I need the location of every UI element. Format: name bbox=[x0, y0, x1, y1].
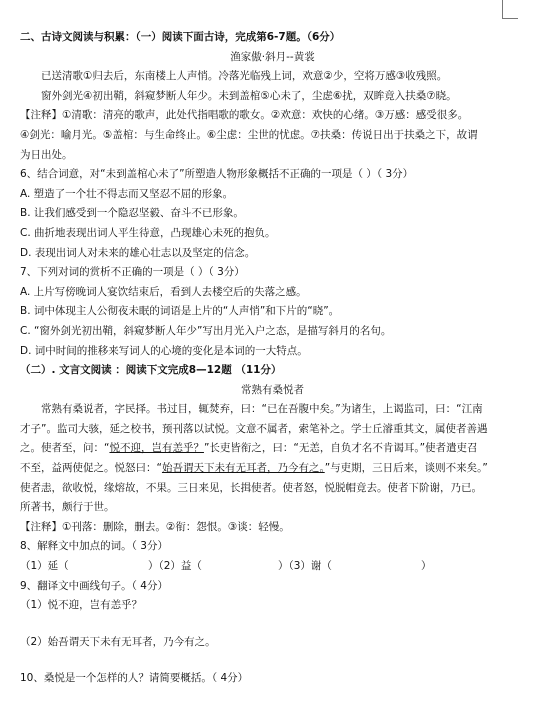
q7-option-d: D. 词中时间的推移来写词人的心境的变化是本词的一大特点。 bbox=[20, 344, 308, 357]
passage-title: 常熟有桑悦者 bbox=[241, 383, 304, 396]
underlined-sentence-2: 始吾谓天下未有无耳者，乃今有之。 bbox=[161, 462, 325, 475]
exam-page bbox=[20, 28, 525, 689]
poem-note-1: 【注释】①清歌：清亮的歌声，此处代指唱歌的歌女。②欢意：欢快的心绪。③万感：感受很多。 bbox=[20, 109, 469, 122]
question-10: 10、桑悦是一个怎样的人？请简要概括。（ 4分） bbox=[20, 672, 249, 685]
passage-line-1: 常熟有桑说者，字民择。书过目，辄焚弃，曰：“已在吾腹中矣。”为诸生，上谒监司，曰：“江南 bbox=[41, 403, 483, 416]
passage-line-4 bbox=[20, 459, 525, 479]
passage-text: ”长吏皆衔之，曰：“无恙，自负才名不肯谒耳。”使者遣吏召 bbox=[203, 442, 478, 455]
passage-line-5: 使者恚，欲收悦，缘熔故，不果。三日来见，长揖使者。使者怒，悦脱帽竟去。使者下阶谢，乃已。 bbox=[20, 481, 482, 494]
q7-option-a: A. 上片写傍晚词人宴饮结束后，看到人去楼空后的失落之感。 bbox=[20, 285, 307, 298]
q8-item-3: ）（3）谢（ bbox=[278, 560, 332, 573]
q6-option-a: A. 塑造了一个壮不得志而又坚忍不屈的形象。 bbox=[20, 187, 234, 200]
question-6: 6、结合词意，对“未到盖棺心未了”所塑造人物形象概括不正确的一项是（ ）（ 3分） bbox=[20, 168, 414, 181]
passage-text: ”与吏期，三日后来，谈则不来矣。” bbox=[324, 462, 488, 475]
q6-option-c: C. 曲折地表现出词人平生待意，凸现雄心未死的抱负。 bbox=[20, 226, 276, 239]
passage-line-6: 所著书，颇行于世。 bbox=[20, 501, 115, 514]
q6-option-d: D. 表现出词人对未来的雄心壮志以及坚定的信念。 bbox=[20, 246, 256, 259]
passage-note: 【注释】①刊落：删除，删去。②衔：怨恨。③谈：轻慢。 bbox=[20, 520, 290, 533]
q8-item-end: ） bbox=[421, 560, 432, 573]
q8-item-2: ）（2）益（ bbox=[148, 560, 202, 573]
poem-line-1: 已送清歌①归去后，东南楼上人声悄。冷落光临残上词，欢意②少，空将万感③收残照。 bbox=[41, 70, 448, 83]
underlined-sentence-1: 悦不迎，岂有恙乎？ bbox=[109, 442, 204, 455]
question-9: 9、翻译文中画线句子。（ 4分） bbox=[20, 579, 168, 592]
poem-note-3: 为日出处。 bbox=[20, 148, 73, 161]
poem-title: 渔家傲·斜月--黄裳 bbox=[230, 50, 315, 63]
passage-text: 不至，益两使促之。悦怒曰：“ bbox=[20, 462, 162, 475]
section2-heading: （二）. 文言文阅读 ：阅读下文完成8—12题 （11分） bbox=[20, 364, 282, 377]
q9-sentence-1: （1）悦不迎，岂有恙乎？ bbox=[20, 599, 143, 612]
poem-note-2: ④剑光：喻月光。⑤盖棺：与生命终止。⑥尘虑：尘世的忧虑。⑦扶桑：传说日出于扶桑之下，故谓 bbox=[20, 128, 478, 141]
passage-line-2: 才子”。监司大骇，延之校书，预刊落以试悦。文意不属者，索笔补之。学士丘濬重其文，属使者善遇 bbox=[20, 422, 488, 435]
q7-option-c: C. “窗外剑光初出鞘，斜窥梦断人年少”写出月光入户之态，是描写斜月的名句。 bbox=[20, 324, 392, 337]
section1-heading: 二、古诗文阅读与积累：（一）阅读下面古诗，完成第6-7题。（6分） bbox=[20, 31, 341, 43]
q8-item-1: （1）延（ bbox=[20, 560, 69, 573]
answer-space bbox=[20, 616, 525, 633]
poem-line-2: 窗外剑光④初出鞘，斜窥梦断人年少。未到盖棺⑤心未了，尘虑⑥扰，双眸竟入扶桑⑦晓。 bbox=[41, 89, 457, 102]
q6-option-b: B. 让我们感受到一个隐忍坚毅、奋斗不已形象。 bbox=[20, 207, 244, 220]
passage-text: 之。使者至，问：“ bbox=[20, 442, 110, 455]
q9-sentence-2: （2）始吾谓天下未有无耳者，乃今有之。 bbox=[20, 635, 216, 648]
question-8: 8、解释文中加点的词。（ 3分） bbox=[20, 540, 168, 553]
page-corner-mark bbox=[502, 0, 518, 19]
answer-space bbox=[20, 652, 525, 669]
passage-line-3 bbox=[20, 439, 525, 459]
question-7: 7、下列对词的赏析不正确的一项是（ ）（ 3分） bbox=[20, 266, 245, 279]
q7-option-b: B. 词中体现主人公彻夜未眠的词语是上片的“人声悄”和下片的“晓”。 bbox=[20, 305, 340, 318]
q8-answer-row bbox=[20, 557, 525, 577]
